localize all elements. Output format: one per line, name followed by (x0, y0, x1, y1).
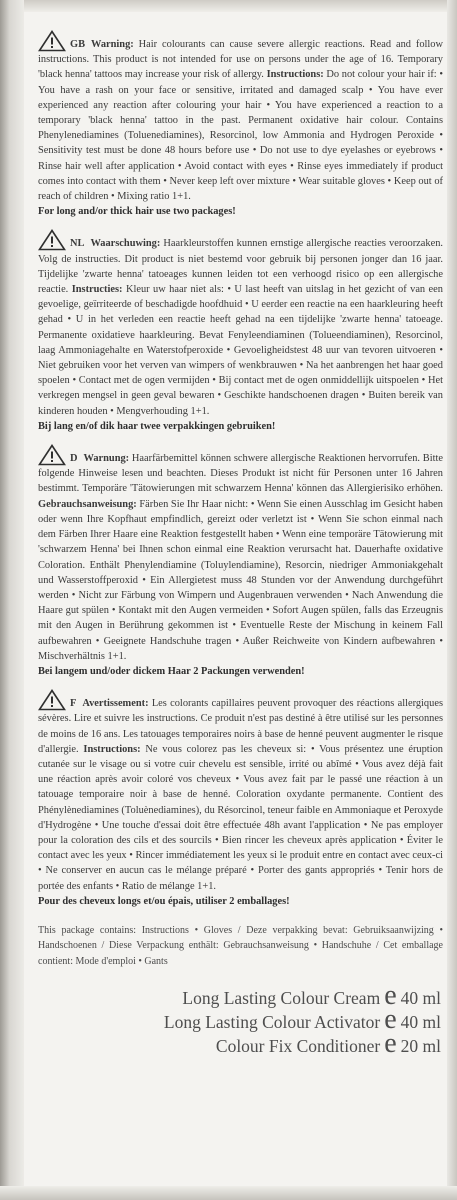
usage-note: Bij lang en/of dik haar twee verpakkingen gebruiken! (38, 420, 276, 432)
instructions-text: Do not colour your hair if: • You have a rash on your face or sensitive, irritated and damaged scalp • You have ever experienced any reaction after colouring your hair • You have experienced a reaction to a temporary 'black henna' tattoo in the past. Permanent oxidative hair colour. Contains Phenylenediamines (Toluenediamines), Resorcinol, low Ammonia and Hydrogen Peroxide • Sensitivity test must be done 48 hours before use • Do not use to dye eyelashes or eyebrows • Rinse hair well after application • Avoid contact with eyes • Rinse eyes immediately if product comes into contact with them • Never keep left over mixture • Wear suitable gloves • Keep out of reach of children • Mixing ratio 1+1. (38, 69, 443, 203)
box-edge-top (0, 0, 457, 12)
product-quantity: 40 ml (400, 988, 441, 1009)
instructions-text: Ne vous colorez pas les cheveux si: • Vous présentez une éruption cutanée sur le visage ou si votre cuir chevelu est sensible, irrité ou abîmé • Vous avez déjà fait une réaction après avoir coloré vos cheveux • Vous avez fait par le passé une réaction à un tatouage temporaire noir à base de henné. Coloration oxydante permanente. Contient des Phénylènediamines (Toluènediamines), du Résorcinol, teneur faible en Ammoniaque et Peroxyde d'Hydrogène • Une touche d'essai doit être effectuée 48h avant l'application • Ne pas employer pour la coloration des cils et des sourcils • Bien rincer les cheveux après application • Éviter le contact avec les yeux • Rincer immédiatement les yeux si le produit entre en contact avec ceux-ci • Ne conserver en aucun cas le mélange préparé • Porter des gants appropriés • Tenir hors de portée des enfants • Ratio de mélange 1+1. (38, 743, 443, 892)
language-code: D (70, 453, 78, 465)
product-name: Long Lasting Colour Activator (163, 1012, 381, 1033)
product-quantity: 40 ml (400, 1012, 441, 1033)
product-quantity: 20 ml (400, 1036, 441, 1057)
warning-triangle-icon (38, 229, 66, 251)
instructions-label: Gebrauchsanweisung: (38, 498, 137, 510)
usage-note: Pour des cheveux longs et/ou épais, utiliser 2 emballages! (38, 895, 290, 907)
instructions-text: Färben Sie Ihr Haar nicht: • Wenn Sie einen Ausschlag im Gesicht haben oder wenn Ihre Kopfhaut empfindlich, gereizt oder verletzt ist • Wenn Sie schon einmal nach dem Färben Ihrer Haare eine Reaktion festgestellt haben • Wenn eine temporäre Tätowierung mit 'schwarzem Henna' bei Ihnen schon einmal eine Reaktion verursacht hat. Dauerhafte oxidative Coloration. Enthält Phenylendiamine (Toluylendiamine), Resorcin, niedriger Ammoniakgehalt und Wasserstoffperoxid • Ein Allergietest muss 48 Stunden vor der Anwendung durchgeführt werden • Nicht zur Färbung von Wimpern und Augenbrauen verwenden • Nach Anwendung die Haare gut spülen • Kontakt mit den Augen vermeiden • Sofort Augen spülen, falls das Erzeugnis mit den Augen in Berührung gekommen ist • Eventuelle Reste der Mischung in keinem Fall aufbewahren • Geeignete Handschuhe tragen • Außer Reichweite von Kindern aufbewahren • Mischverhältnis 1+1. (38, 498, 443, 662)
warning-label: Avertissement: (82, 698, 149, 710)
language-code: GB (70, 39, 86, 50)
warning-triangle-icon (38, 689, 66, 711)
product-row (38, 1028, 443, 1060)
product-name: Long Lasting Colour Cream (182, 988, 381, 1009)
section-fr (38, 689, 443, 909)
product-row (38, 1004, 443, 1036)
warning-text: Haarkleurstoffen kunnen ernstige allergische reacties veroorzaken. Volg de instructies. Dit product is niet bestemd voor gebruik bij personen jonger dan 16 jaar. Tijdelijke 'zwarte henna' tatoeages kunnen leiden tot een verhoogd risico op een allergische reactie. (38, 238, 443, 296)
section-gb (38, 30, 443, 219)
instructions-label: Instructies: (71, 284, 123, 296)
section-nl (38, 229, 443, 434)
box-edge-right (447, 0, 457, 1200)
product-name: Colour Fix Conditioner (215, 1036, 381, 1057)
box-edge-bottom (0, 1186, 457, 1200)
warning-text: Haarfärbemittel können schwere allergische Reaktionen hervorrufen. Bitte folgende Hinweise lesen und beachten. Dieses Produkt ist nicht für Personen unter 16 Jahren bestimmt. Temporäre 'Tätowierungen mit schwarzem Henna' können das Allergierisiko erhöhen. (38, 453, 443, 495)
language-code: NL (70, 238, 85, 250)
usage-note: Bei langem und/oder dickem Haar 2 Packungen verwenden! (38, 665, 305, 677)
estimated-sign: e (384, 1028, 397, 1060)
warning-label: Waarschuwing: (90, 238, 161, 250)
instructions-label: Instructions: (83, 743, 141, 755)
warning-text: Hair colourants can cause severe allergic reactions. Read and follow instructions. This product is not intended for use on persons under the age of 16. Temporary 'black henna' tattoos may increase your risk of allergy. (38, 39, 443, 81)
language-code: F (70, 698, 77, 710)
section-de (38, 444, 443, 679)
warning-triangle-icon (38, 30, 66, 52)
warning-label: Warning: (91, 39, 134, 50)
product-row (38, 980, 443, 1012)
instructions-label: Instructions: (266, 69, 324, 81)
warning-triangle-icon (38, 444, 66, 466)
usage-note: For long and/or thick hair use two packages! (38, 206, 236, 218)
warning-text: Les colorants capillaires peuvent provoquer des réactions allergiques sévères. Lire et suivre les instructions. Ce produit n'est pas destiné à être utilisé sur les personnes de moins de 16 ans. Les tatouages temporaires noirs à base de henné peuvent augmenter le risque d'allergie. (38, 698, 443, 755)
label-text-block (38, 30, 443, 1060)
instructions-text: Kleur uw haar niet als: • U last heeft van uitslag in het gezicht of van een gevoelige, geïrriteerde of beschadigde hoofdhuid • U eerder een reactie na een haarkleuring heeft gehad • U in het verleden een reactie heeft gehad na een tijdelijke 'zwarte henna' tatoeage. Permanente oxidatieve haarkleuring. Bevat Fenyleendiaminen (Tolueendiaminen), Resorcinol, laag Ammoniagehalte en Waterstofperoxide • Gevoeligheidstest 48 uur van tevoren uitvoeren • Niet gebruiken voor het verven van wimpers of wenkbrauwen • Na het aanbrengen het haar goed spoelen • Contact met de ogen vermijden • Bij contact met de ogen onmiddellijk uitspoelen • Het verkregen mengsel in geen geval bewaren • Geschikte handschoenen dragen • Buiten bereik van kinderen houden • Mengverhouding 1+1. (38, 284, 443, 417)
estimated-sign: e (384, 1004, 397, 1036)
product-list (38, 980, 443, 1060)
warning-label: Warnung: (83, 453, 130, 465)
box-edge-left (0, 0, 24, 1200)
package-contents: This package contains: Instructions • Gloves / Deze verpakking bevat: Gebruiksaanwijzing • Handschoenen / Diese Verpackung enthält: Gebrauchsanweisung • Handschuhe / Cet emballage contient: Mode d'emploi • Gants (38, 924, 443, 967)
estimated-sign: e (384, 980, 397, 1012)
